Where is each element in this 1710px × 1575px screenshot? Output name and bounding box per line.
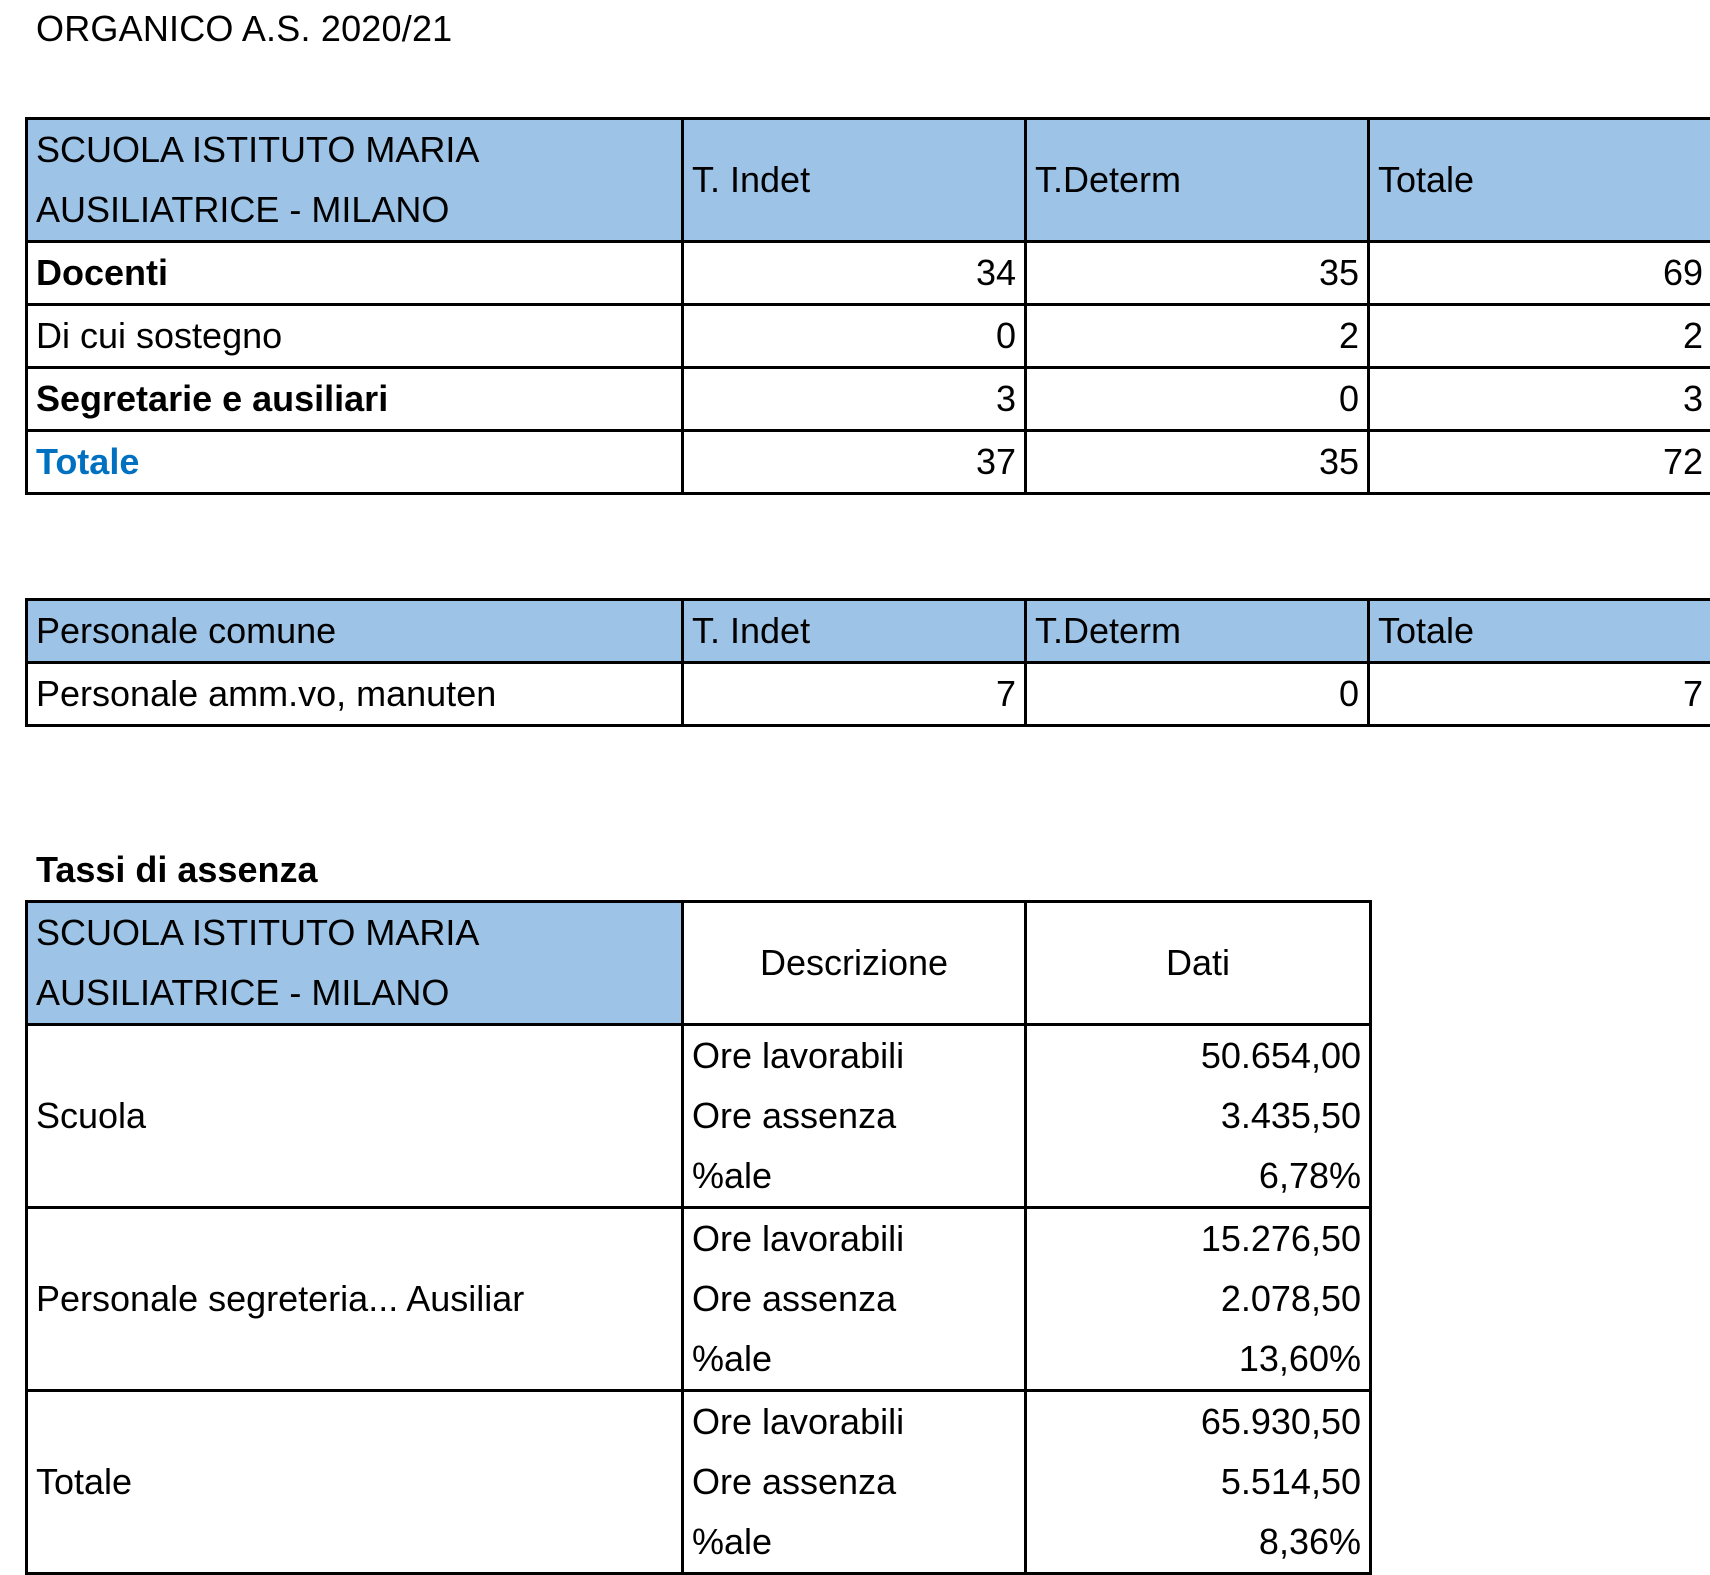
cell-desc: Ore assenza — [683, 1452, 1026, 1512]
cell-value: 2.078,50 — [1026, 1269, 1371, 1329]
cell-desc: %ale — [683, 1512, 1026, 1574]
cell-determ: 35 — [1026, 431, 1369, 494]
table-row — [27, 663, 1710, 726]
cell-value: 13,60% — [1026, 1329, 1371, 1391]
group-label: Scuola — [27, 1025, 683, 1208]
cell-desc: %ale — [683, 1146, 1026, 1208]
header-label: Personale comune — [27, 600, 683, 663]
table-row — [27, 305, 1710, 368]
header-determ: T.Determ — [1026, 119, 1369, 242]
cell-desc: Ore lavorabili — [683, 1208, 1026, 1270]
row-label: Totale — [27, 431, 683, 494]
header-indet: T. Indet — [683, 119, 1026, 242]
cell-totale: 3 — [1369, 368, 1710, 431]
cell-totale: 2 — [1369, 305, 1710, 368]
cell-indet: 34 — [683, 242, 1026, 305]
header-totale: Totale — [1369, 119, 1710, 242]
table-total-row — [27, 431, 1710, 494]
cell-determ: 0 — [1026, 663, 1369, 726]
header-school: SCUOLA ISTITUTO MARIA AUSILIATRICE - MILANO — [27, 119, 683, 242]
cell-desc: Ore lavorabili — [683, 1391, 1026, 1453]
cell-value: 6,78% — [1026, 1146, 1371, 1208]
cell-value: 5.514,50 — [1026, 1452, 1371, 1512]
row-label: Personale amm.vo, manuten — [27, 663, 683, 726]
header-indet: T. Indet — [683, 600, 1026, 663]
header-dati: Dati — [1026, 902, 1371, 1025]
table-row — [27, 242, 1710, 305]
organico-table — [25, 117, 1710, 495]
table-header-row — [27, 119, 1710, 242]
cell-determ: 35 — [1026, 242, 1369, 305]
cell-value: 65.930,50 — [1026, 1391, 1371, 1453]
header-totale: Totale — [1369, 600, 1710, 663]
cell-totale: 72 — [1369, 431, 1710, 494]
cell-determ: 2 — [1026, 305, 1369, 368]
group-label: Personale segreteria... Ausiliar — [27, 1208, 683, 1391]
cell-totale: 69 — [1369, 242, 1710, 305]
table-header-row — [27, 600, 1710, 663]
page-title: ORGANICO A.S. 2020/21 — [36, 4, 452, 54]
cell-indet: 0 — [683, 305, 1026, 368]
cell-indet: 7 — [683, 663, 1026, 726]
cell-value: 8,36% — [1026, 1512, 1371, 1574]
table-row — [27, 1025, 1371, 1087]
table-row — [27, 1208, 1371, 1270]
cell-indet: 3 — [683, 368, 1026, 431]
row-label: Di cui sostegno — [27, 305, 683, 368]
group-label: Totale — [27, 1391, 683, 1574]
cell-totale: 7 — [1369, 663, 1710, 726]
table-header-row — [27, 902, 1371, 1025]
tassi-assenza-table — [25, 900, 1372, 1575]
cell-desc: Ore assenza — [683, 1269, 1026, 1329]
header-school: SCUOLA ISTITUTO MARIA AUSILIATRICE - MILANO — [27, 902, 683, 1025]
cell-value: 50.654,00 — [1026, 1025, 1371, 1087]
header-descrizione: Descrizione — [683, 902, 1026, 1025]
cell-desc: Ore lavorabili — [683, 1025, 1026, 1087]
cell-desc: Ore assenza — [683, 1086, 1026, 1146]
cell-value: 15.276,50 — [1026, 1208, 1371, 1270]
cell-determ: 0 — [1026, 368, 1369, 431]
cell-desc: %ale — [683, 1329, 1026, 1391]
row-label: Docenti — [27, 242, 683, 305]
section-title-tassi: Tassi di assenza — [36, 845, 317, 895]
personale-comune-table — [25, 598, 1710, 727]
row-label: Segretarie e ausiliari — [27, 368, 683, 431]
cell-value: 3.435,50 — [1026, 1086, 1371, 1146]
header-determ: T.Determ — [1026, 600, 1369, 663]
table-row — [27, 368, 1710, 431]
cell-indet: 37 — [683, 431, 1026, 494]
table-row — [27, 1391, 1371, 1453]
